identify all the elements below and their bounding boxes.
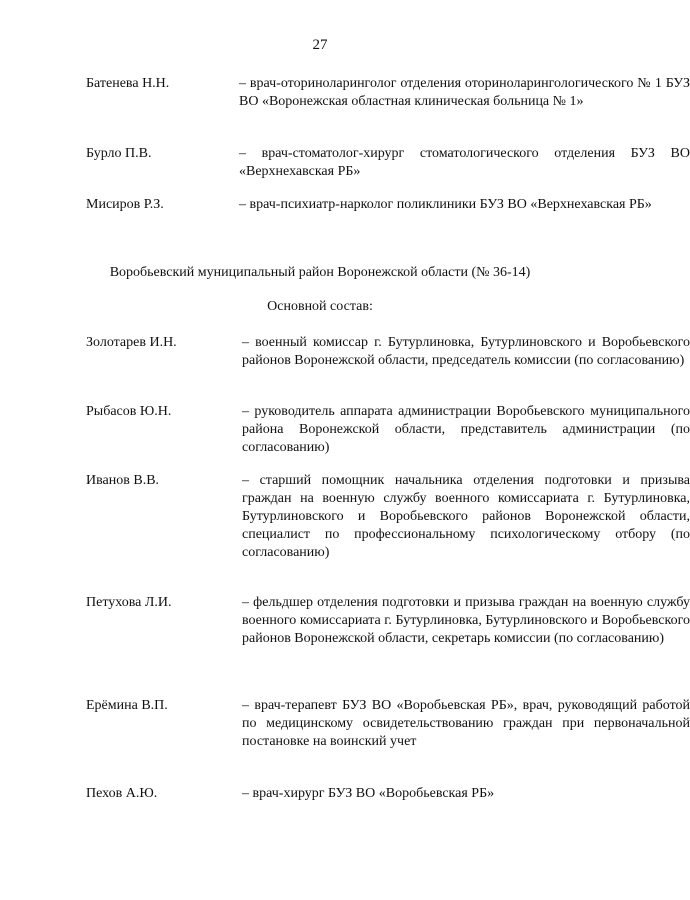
member-description: – врач-оториноларинголог отделения оториноларингологического № 1 БУЗ ВО «Воронежская областная клиническая больница № 1» (239, 76, 690, 109)
member-description: – фельдшер отделения подготовки и призыва граждан на военную службу военного комиссариата г. Бутурлиновка, Бутурлиновского и Воробьевского районов Воронежской области, секретарь комиссии (по согласованию) (242, 595, 690, 646)
member-name: Рыбасов Ю.Н. (86, 404, 172, 419)
section-heading: Основной состав: (267, 299, 373, 314)
member-description: – врач-стоматолог-хирург стоматологического отделения БУЗ ВО «Верхнехавская РБ» (239, 146, 690, 179)
member-name: Петухова Л.И. (86, 595, 172, 610)
member-name: Пехов А.Ю. (86, 786, 158, 801)
member-name: Мисиров Р.З. (86, 197, 164, 212)
member-name: Бурло П.В. (86, 146, 152, 161)
member-description: – старший помощник начальника отделения подготовки и призыва граждан на военную службу военного комиссариата г. Бутурлиновка, Бутурлиновского и Воробьевского районов Воронежской области, специалист по профессиональному психологическому отбору (по согласованию) (242, 473, 690, 560)
member-name: Батенева Н.Н. (86, 76, 170, 91)
member-description: – врач-хирург БУЗ ВО «Воробьевская РБ» (242, 786, 495, 801)
member-description: – руководитель аппарата администрации Воробьевского муниципального района Воронежской области, представитель администрации (по согласованию) (242, 404, 690, 455)
member-description: – врач-терапевт БУЗ ВО «Воробьевская РБ», врач, руководящий работой по медицинскому освидетельствованию граждан при первоначальной постановке на воинский учет (242, 698, 690, 749)
district-heading: Воробьевский муниципальный район Воронежской области (№ 36-14) (109, 265, 531, 280)
member-name: Золотарев И.Н. (86, 335, 177, 350)
member-description: – военный комиссар г. Бутурлиновка, Бутурлиновского и Воробьевского районов Воронежской области, председатель комиссии (по согласованию) (242, 335, 690, 368)
member-description: – врач-психиатр-нарколог поликлиники БУЗ ВО «Верхнехавская РБ» (239, 197, 652, 212)
member-name: Иванов В.В. (86, 473, 160, 488)
member-name: Ерёмина В.П. (86, 698, 168, 713)
page-number: 27 (312, 37, 328, 53)
